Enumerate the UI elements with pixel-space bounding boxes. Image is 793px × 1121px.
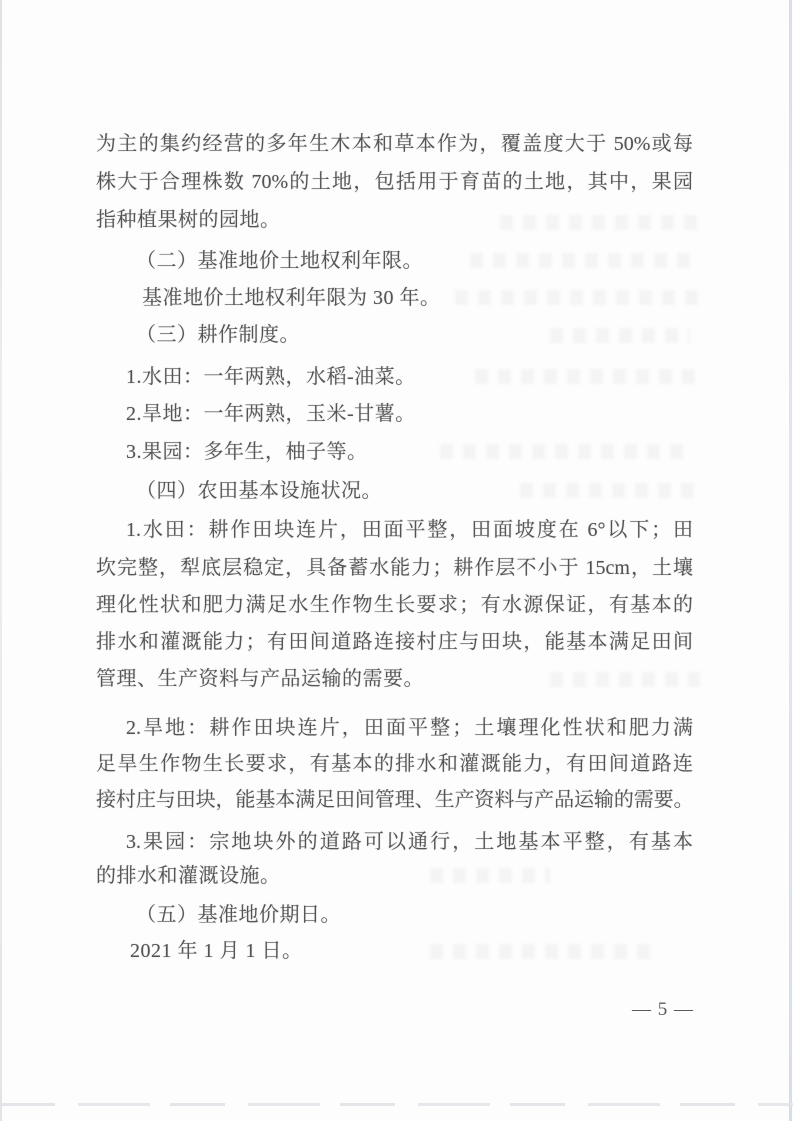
bleed-through-artifact — [550, 328, 690, 343]
text-line: 坎完整，犁底层稳定，具备蓄水能力；耕作层不小于 15cm，土壤 — [96, 557, 693, 579]
text-line: 足旱生作物生长要求，有基本的排水和灌溉能力，有田间道路连 — [96, 753, 693, 775]
text-line: 2021 年 1 月 1 日。 — [130, 940, 303, 962]
scan-edge-left — [0, 0, 2, 1121]
bleed-through-artifact — [440, 444, 690, 459]
text-line: 的排水和灌溉设施。 — [96, 865, 281, 887]
text-line: 基准地价土地权利年限为 30 年。 — [142, 287, 441, 309]
text-line: 1.水田：耕作田块连片，田面平整，田面坡度在 6°以下；田 — [126, 519, 693, 541]
bleed-through-artifact — [430, 868, 550, 883]
text-line: 3.果园：宗地块外的道路可以通行，土地基本平整，有基本 — [126, 831, 693, 853]
bleed-through-artifact — [500, 215, 705, 230]
heading-line-section-2: （二）基准地价土地权利年限。 — [136, 250, 423, 272]
text-line: 排水和灌溉能力；有田间道路连接村庄与田块，能基本满足田间 — [96, 631, 693, 653]
heading-line-section-5: （五）基准地价期日。 — [136, 904, 341, 926]
scan-edge-right — [789, 0, 792, 1121]
heading-line-section-3: （三）耕作制度。 — [136, 324, 300, 346]
bleed-through-artifact — [430, 944, 660, 959]
bleed-through-artifact — [550, 672, 700, 687]
text-line: 指种植果树的园地。 — [96, 209, 281, 231]
list-item-line: 2.旱地：一年两熟，玉米-甘薯。 — [126, 403, 416, 425]
text-line: 接村庄与田块，能基本满足田间管理、生产资料与产品运输的需要。 — [96, 789, 693, 811]
bleed-through-artifact — [470, 253, 700, 268]
bleed-through-artifact — [455, 290, 700, 305]
list-item-line: 1.水田：一年两熟，水稻-油菜。 — [126, 366, 416, 388]
text-line: 株大于合理株数 70%的土地，包括用于育苗的土地，其中，果园 — [96, 171, 693, 193]
text-line: 理化性状和肥力满足水生作物生长要求；有水源保证，有基本的 — [96, 594, 693, 616]
text-line: 为主的集约经营的多年生木本和草本作为，覆盖度大于 50%或每 — [96, 133, 693, 155]
scan-bottom-line — [0, 1103, 793, 1106]
bleed-through-artifact — [520, 483, 700, 498]
text-line: 管理、生产资料与产品运输的需要。 — [96, 668, 424, 690]
text-line: 2.旱地：耕作田块连片，田面平整；土壤理化性状和肥力满 — [126, 717, 693, 739]
bleed-through-artifact — [475, 369, 700, 384]
page-number: — 5 — — [632, 999, 694, 1020]
list-item-line: 3.果园：多年生，柚子等。 — [126, 441, 368, 463]
heading-line-section-4: （四）农田基本设施状况。 — [136, 480, 382, 502]
